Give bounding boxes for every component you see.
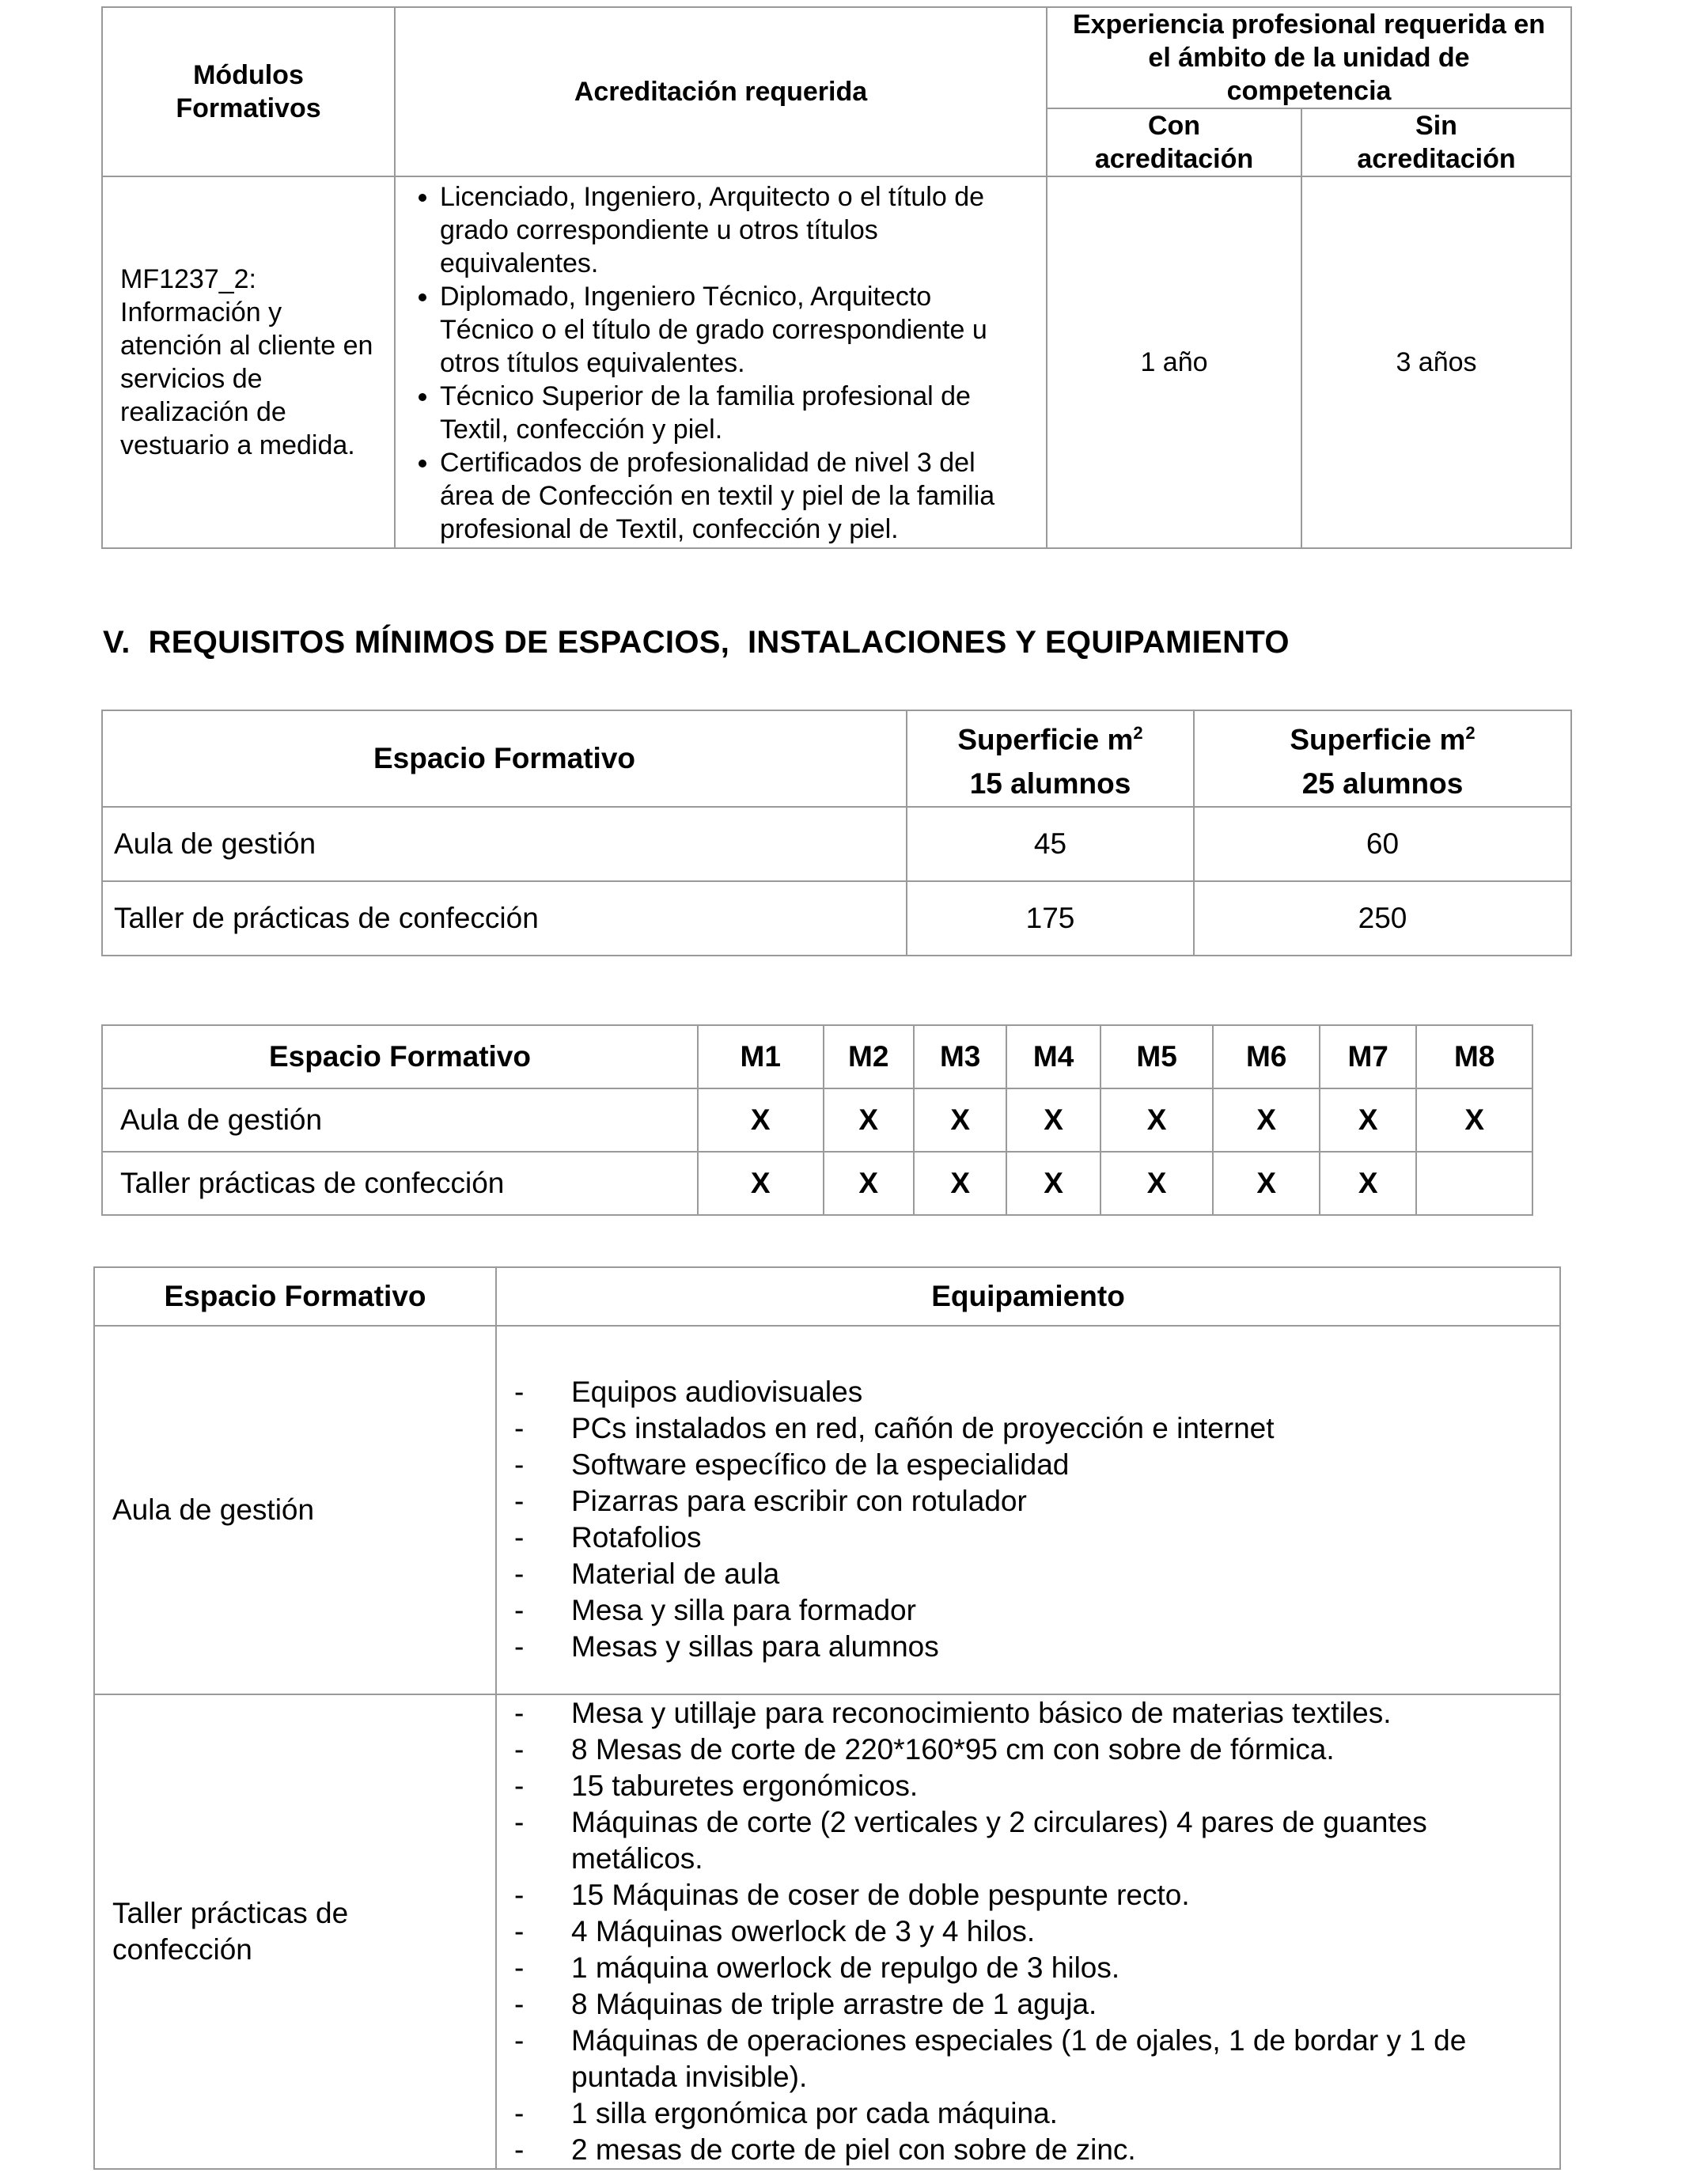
list-item xyxy=(497,2095,1528,2132)
header-superficie-25 xyxy=(1194,710,1571,807)
list-item-text: 8 Máquinas de triple arrastre de 1 aguja. xyxy=(571,1988,1097,2020)
header-experiencia: Experiencia profesional requerida en el ámbito de la unidad de competencia xyxy=(1047,7,1571,108)
section-title: V. REQUISITOS MÍNIMOS DE ESPACIOS, INSTALACIONES Y EQUIPAMIENTO xyxy=(103,625,1290,660)
list-item-text: Mesas y sillas para alumnos xyxy=(571,1630,939,1663)
mark-cell: X xyxy=(1416,1088,1532,1152)
header-m2: M2 xyxy=(824,1025,914,1088)
header-m6: M6 xyxy=(1213,1025,1320,1088)
list-item xyxy=(497,1986,1528,2023)
list-item-text: Rotafolios xyxy=(571,1521,702,1554)
list-item: • Certificados de profesionalidad de nivel 3 del área de Confección en textil y piel de la familia profesional de Textil, confección y piel. xyxy=(440,446,1030,546)
value-15-cell: 45 xyxy=(907,807,1194,881)
dash-marker: - xyxy=(514,1558,525,1590)
dash-marker: - xyxy=(514,1485,525,1517)
list-item xyxy=(497,1556,1559,1592)
header-espacio-formativo: Espacio Formativo xyxy=(94,1267,496,1326)
alumnos-25-label: 25 alumnos xyxy=(1301,767,1464,801)
dash-marker: - xyxy=(514,1806,525,1838)
list-item: • Técnico Superior de la familia profesional de Textil, confección y piel. xyxy=(440,380,1030,446)
list-item-text: 2 mesas de corte de piel con sobre de zinc. xyxy=(571,2133,1136,2166)
acreditacion-list xyxy=(396,180,1030,546)
value-15-cell: 175 xyxy=(907,881,1194,956)
dash-marker: - xyxy=(514,1697,525,1729)
header-m4: M4 xyxy=(1006,1025,1100,1088)
header-con-acreditacion: Con acreditación xyxy=(1047,108,1301,176)
header-sin-acreditacion: Sin acreditación xyxy=(1301,108,1571,176)
equipamiento-cell xyxy=(496,1694,1560,2169)
table-row xyxy=(102,807,1571,881)
header-superficie-15 xyxy=(907,710,1194,807)
header-m8: M8 xyxy=(1416,1025,1532,1088)
table-row xyxy=(94,1694,1560,2169)
list-item xyxy=(497,1913,1528,1950)
mark-cell: X xyxy=(824,1152,914,1215)
dash-marker: - xyxy=(514,1879,525,1911)
header-espacio-formativo: Espacio Formativo xyxy=(102,710,907,807)
dash-marker: - xyxy=(514,1521,525,1554)
espacio-cell: Aula de gestión xyxy=(102,1088,698,1152)
list-item-text: PCs instalados en red, cañón de proyección e internet xyxy=(571,1412,1275,1444)
superficie-label: Superficie m xyxy=(1290,723,1466,756)
header-m5: M5 xyxy=(1100,1025,1214,1088)
header-acreditacion: Acreditación requerida xyxy=(395,7,1047,176)
list-item-text: 8 Mesas de corte de 220*160*95 cm con sobre de fórmica. xyxy=(571,1733,1335,1766)
mark-cell: X xyxy=(1100,1152,1214,1215)
dash-marker: - xyxy=(514,1951,525,1984)
mark-cell: X xyxy=(1213,1088,1320,1152)
mark-cell: X xyxy=(1006,1088,1100,1152)
mark-cell: X xyxy=(824,1088,914,1152)
list-item xyxy=(497,1447,1559,1483)
list-item xyxy=(497,1483,1559,1520)
header-modulos: Módulos Formativos xyxy=(102,7,395,176)
list-item-text: Material de aula xyxy=(571,1558,780,1590)
dash-marker: - xyxy=(514,1594,525,1626)
list-item xyxy=(497,2132,1528,2168)
equipamiento-cell xyxy=(496,1326,1560,1694)
list-item-text: 1 máquina owerlock de repulgo de 3 hilos. xyxy=(571,1951,1120,1984)
list-item xyxy=(497,1629,1559,1665)
header-m1: M1 xyxy=(698,1025,824,1088)
header-m3: M3 xyxy=(914,1025,1006,1088)
espacio-cell: Taller de prácticas de confección xyxy=(102,881,907,956)
mark-cell: X xyxy=(1006,1152,1100,1215)
espacio-cell: Aula de gestión xyxy=(94,1326,496,1694)
dash-marker: - xyxy=(514,1988,525,2020)
table-row xyxy=(102,881,1571,956)
mark-cell: X xyxy=(698,1152,824,1215)
dash-marker: - xyxy=(514,1448,525,1481)
mark-cell: X xyxy=(914,1088,1006,1152)
equipment-list xyxy=(497,1695,1528,2168)
value-25-cell: 60 xyxy=(1194,807,1571,881)
list-item-text: Mesa y utillaje para reconocimiento básico de materias textiles. xyxy=(571,1697,1392,1729)
dash-marker: - xyxy=(514,2024,525,2057)
mark-cell xyxy=(1416,1152,1532,1215)
mark-cell: X xyxy=(1100,1088,1214,1152)
list-item-text: Máquinas de corte (2 verticales y 2 circulares) 4 pares de guantes metálicos. xyxy=(571,1806,1427,1875)
dash-marker: - xyxy=(514,1376,525,1408)
table-row xyxy=(94,1326,1560,1694)
dash-marker: - xyxy=(514,1412,525,1444)
surface-table xyxy=(101,710,1572,956)
mark-cell: X xyxy=(1320,1088,1416,1152)
list-item-text: Mesa y silla para formador xyxy=(571,1594,916,1626)
list-item xyxy=(497,1950,1528,1986)
sin-acreditacion-value: 3 años xyxy=(1301,176,1571,548)
list-item: • Licenciado, Ingeniero, Arquitecto o el título de grado correspondiente u otros títulos equivalentes. xyxy=(440,180,1030,280)
espacio-cell: Aula de gestión xyxy=(102,807,907,881)
dash-marker: - xyxy=(514,2133,525,2166)
list-item: • Diplomado, Ingeniero Técnico, Arquitecto Técnico o el título de grado correspondiente u otros títulos equivalentes. xyxy=(440,280,1030,380)
list-item xyxy=(497,1732,1528,1768)
list-item xyxy=(497,1410,1559,1447)
list-item-text: 1 silla ergonómica por cada máquina. xyxy=(571,2097,1058,2129)
mark-cell: X xyxy=(698,1088,824,1152)
espacio-cell: Taller prácticas de confección xyxy=(102,1152,698,1215)
list-item xyxy=(497,1592,1559,1629)
module-space-table xyxy=(101,1024,1533,1216)
header-espacio-formativo: Espacio Formativo xyxy=(102,1025,698,1088)
modulo-cell: MF1237_2: Información y atención al cliente en servicios de realización de vestuario a medida. xyxy=(102,176,395,548)
equipment-list xyxy=(497,1374,1559,1665)
list-item xyxy=(497,1374,1559,1410)
list-item xyxy=(497,1804,1528,1877)
value-25-cell: 250 xyxy=(1194,881,1571,956)
dash-marker: - xyxy=(514,1630,525,1663)
superficie-exponent: 2 xyxy=(1133,723,1143,743)
con-acreditacion-value: 1 año xyxy=(1047,176,1301,548)
table-row xyxy=(102,1088,1532,1152)
list-item xyxy=(497,2023,1528,2095)
list-item-text: Equipos audiovisuales xyxy=(571,1376,863,1408)
mark-cell: X xyxy=(1213,1152,1320,1215)
list-item-text: 15 Máquinas de coser de doble pespunte recto. xyxy=(571,1879,1190,1911)
list-item-text: Pizarras para escribir con rotulador xyxy=(571,1485,1027,1517)
alumnos-15-label: 15 alumnos xyxy=(969,767,1131,801)
dash-marker: - xyxy=(514,1770,525,1802)
acreditacion-cell xyxy=(395,176,1047,548)
accreditation-table xyxy=(101,6,1572,549)
list-item-text: Software específico de la especialidad xyxy=(571,1448,1070,1481)
espacio-cell: Taller prácticas de confección xyxy=(94,1694,496,2169)
dash-marker: - xyxy=(514,1915,525,1947)
list-item-text: 15 taburetes ergonómicos. xyxy=(571,1770,919,1802)
dash-marker: - xyxy=(514,2097,525,2129)
list-item xyxy=(497,1877,1528,1913)
list-item xyxy=(497,1520,1559,1556)
mark-cell: X xyxy=(914,1152,1006,1215)
header-equipamiento: Equipamiento xyxy=(496,1267,1560,1326)
dash-marker: - xyxy=(514,1733,525,1766)
mark-cell: X xyxy=(1320,1152,1416,1215)
list-item xyxy=(497,1695,1528,1732)
table-row xyxy=(102,1152,1532,1215)
list-item-text: Máquinas de operaciones especiales (1 de ojales, 1 de bordar y 1 de puntada invisible). xyxy=(571,2024,1467,2093)
superficie-exponent: 2 xyxy=(1465,723,1476,743)
superficie-label: Superficie m xyxy=(957,723,1134,756)
list-item xyxy=(497,1768,1528,1804)
equipment-table xyxy=(93,1266,1561,2170)
header-m7: M7 xyxy=(1320,1025,1416,1088)
list-item-text: 4 Máquinas owerlock de 3 y 4 hilos. xyxy=(571,1915,1036,1947)
